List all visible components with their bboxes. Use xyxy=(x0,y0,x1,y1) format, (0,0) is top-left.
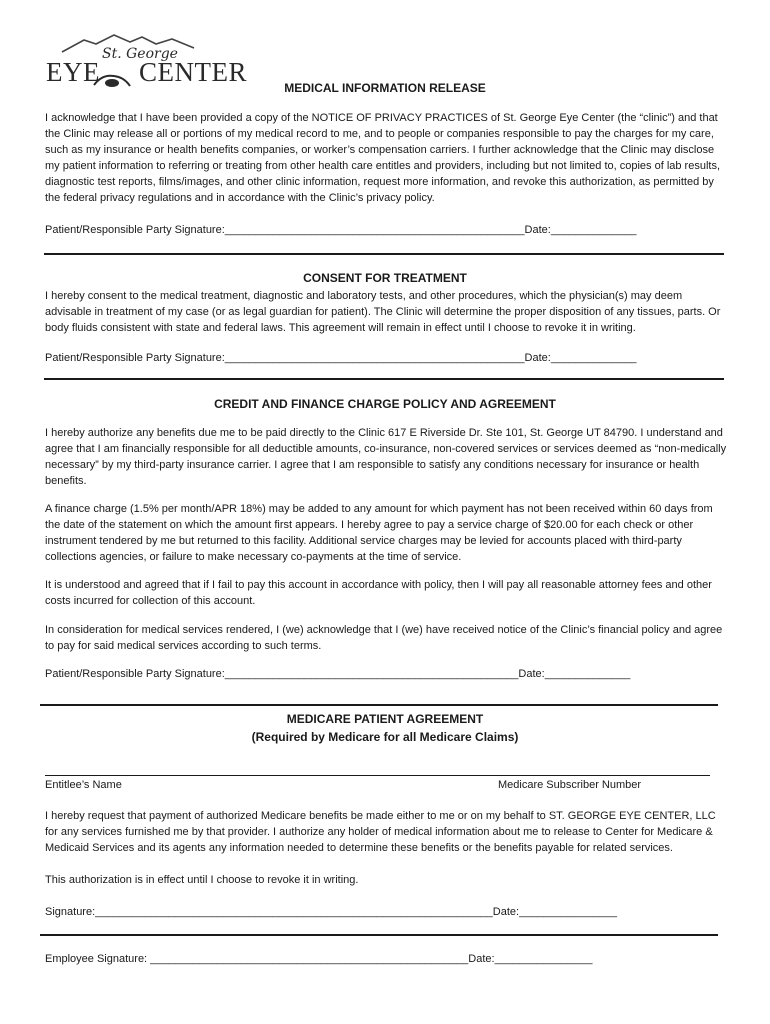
medicare-paragraph-2: This authorization is in effect until I choose to revoke it in writing. xyxy=(45,874,359,886)
release-text: I acknowledge that I have been provided a copy of the NOTICE OF PRIVACY PRACTICES of St. George Eye Center (the “clinic”) and that the Clinic may release all or portions of my medical record to me, and to people or companies responsible to pay the charges for my care, such as my insurance or health benefits companies, or worker’s compensation carriers. I further acknowledge that the Clinic may disclose my patient information to referring or treating from other health care entitles and providers, including but not limited to, copies of lab results, diagnostic test reports, films/images, and other clinic information, request more information, and revoke this authorization, as permitted by the federal privacy regulations and in accordance with the Clinic’s privacy policy. xyxy=(45,112,721,204)
credit-signature-line[interactable]: Patient/Responsible Party Signature:________________________________________________Date:______________ xyxy=(45,668,631,680)
consent-text: I hereby consent to the medical treatment, diagnostic and laboratory tests, and other procedures, which the physician(s) may deem advisable in treatment of my case (or as legal guardian for patient). The Clinic will determine the proper disposition of any tissues, parts. Or body fluids consistent with state and federal laws. This agreement will remain in effect until I choose to revoke it in writing. xyxy=(45,290,721,334)
section-divider xyxy=(44,378,724,380)
release-title: MEDICAL INFORMATION RELEASE xyxy=(284,81,486,95)
section-divider xyxy=(44,253,724,255)
credit-paragraph-3: It is understood and agreed that if I fail to pay this account in accordance with policy, then I will pay all reasonable attorney fees and other costs incurred for collection of this account. xyxy=(45,579,712,607)
logo-center: CENTER xyxy=(139,57,247,87)
credit-paragraph-4: In consideration for medical services rendered, I (we) acknowledge that I (we) have received notice of the Clinic’s financial policy and agree to pay for said medical services according to such terms. xyxy=(45,624,723,652)
credit-title: CREDIT AND FINANCE CHARGE POLICY AND AGREEMENT xyxy=(214,397,556,411)
credit-paragraph-1: I hereby authorize any benefits due me to be paid directly to the Clinic 617 E Riverside Dr. Ste 101, St. George UT 84790. I understand and agree that I am financially responsible for all deductible amounts, co-insurance, non-covered services or services deemed as “non-medically necessary” by my third-party insurance carrier. I agree that I am responsible to satisfy any conditions necessary for insurance or health benefits. xyxy=(45,427,727,487)
section-divider xyxy=(40,704,718,706)
entitlee-name-field[interactable] xyxy=(45,775,710,776)
employee-signature-line[interactable]: Employee Signature: ____________________________________________________Date:________________ xyxy=(45,953,593,965)
subscriber-number-label: Medicare Subscriber Number xyxy=(498,779,642,791)
medicare-signature-line[interactable]: Signature:_________________________________________________________________Date:________________ xyxy=(45,906,617,918)
section-divider xyxy=(40,934,718,936)
consent-signature-line[interactable]: Patient/Responsible Party Signature:_________________________________________________Date:______________ xyxy=(45,352,637,364)
consent-title: CONSENT FOR TREATMENT xyxy=(303,271,467,285)
credit-paragraph-2: A finance charge (1.5% per month/APR 18%) may be added to any amount for which payment has not been received within 60 days from the date of the statement on which the amount first appears. I hereby agree to pay a service charge of $20.00 for each check or other instrument tendered by me but returned to this facility. Additional service charges may be levied for accounts placed with third-party collections agencies, or failure to make necessary co-payments at the time of service. xyxy=(45,503,713,563)
release-signature-line[interactable]: Patient/Responsible Party Signature:_________________________________________________Date:______________ xyxy=(45,224,637,236)
entitlee-name-label: Entitlee’s Name xyxy=(45,779,122,791)
logo-st-george: St. George xyxy=(102,46,178,62)
medicare-subtitle: (Required by Medicare for all Medicare Claims) xyxy=(251,730,519,744)
medicare-title: MEDICARE PATIENT AGREEMENT xyxy=(286,712,484,726)
medicare-paragraph-1: I hereby request that payment of authorized Medicare benefits be made either to me or on my behalf to ST. GEORGE EYE CENTER, LLC for any services furnished me by that provider. I authorize any holder of medical information about me to release to Center for Medicare & Medicaid Services and its agents any information needed to determine these benefits or the benefits payable for related services. xyxy=(45,810,716,854)
logo-eye: EYE xyxy=(46,57,100,87)
